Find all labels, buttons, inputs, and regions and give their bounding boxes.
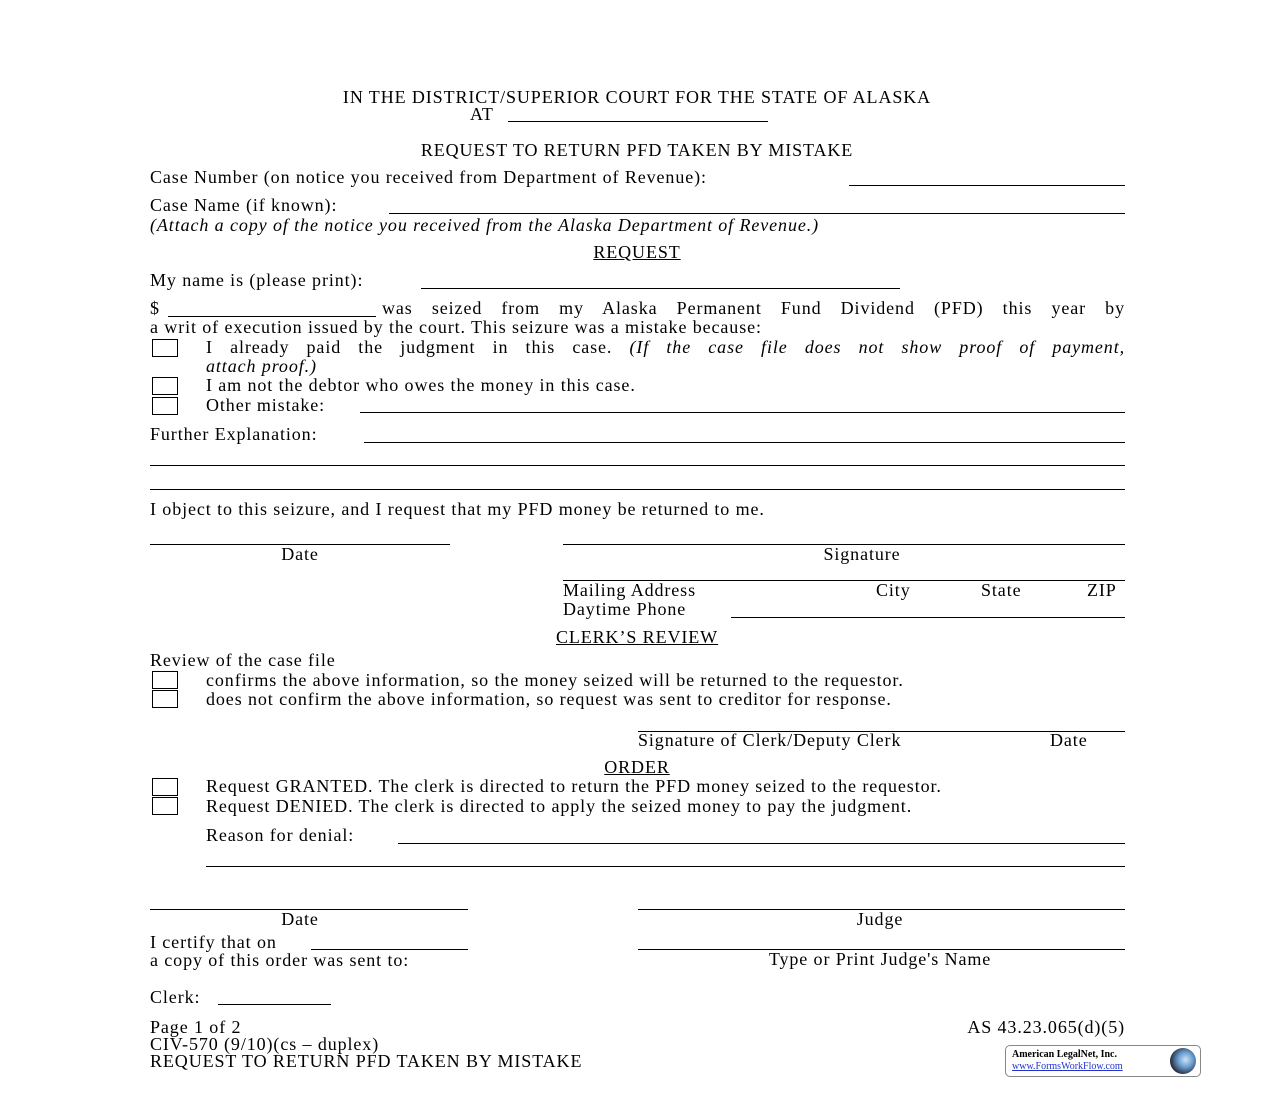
denied-checkbox[interactable] [152, 797, 178, 815]
copy-sent-label: a copy of this order was sent to: [150, 950, 410, 970]
not-debtor-checkbox[interactable] [152, 377, 178, 395]
clerk-label: Clerk: [150, 987, 201, 1007]
case-name-field[interactable] [389, 213, 1125, 214]
certify-label: I certify that on [150, 932, 277, 952]
form-id: CIV-570 (9/10)(cs – duplex) [150, 1034, 380, 1054]
further-explanation-field[interactable] [364, 442, 1125, 443]
clerk-field[interactable] [218, 1004, 331, 1005]
reason-label: Reason for denial: [206, 825, 355, 845]
case-number-label: Case Number (on notice you received from Department of Revenue): [150, 167, 707, 187]
mailing-address-label: Mailing Address [563, 580, 696, 600]
confirms-label: confirms the above information, so the money seized will be returned to the requestor. [206, 670, 904, 690]
reason-line-2[interactable] [206, 866, 1125, 867]
does-not-confirm-checkbox[interactable] [152, 690, 178, 708]
signature-label: Signature [823, 544, 901, 564]
page-number: Page 1 of 2 [150, 1017, 242, 1037]
location-field[interactable] [508, 121, 768, 122]
request-date-label: Date [281, 544, 319, 564]
judge-label: Judge [856, 909, 904, 929]
state-label: State [981, 580, 1022, 600]
my-name-label: My name is (please print): [150, 270, 364, 290]
further-explanation-line-3[interactable] [150, 489, 1125, 490]
confirms-checkbox[interactable] [152, 671, 178, 689]
phone-field[interactable] [731, 617, 1125, 618]
review-intro: Review of the case file [150, 650, 336, 670]
form-title: REQUEST TO RETURN PFD TAKEN BY MISTAKE [420, 140, 854, 160]
clerk-signature-label: Signature of Clerk/Deputy Clerk [638, 730, 902, 750]
does-not-confirm-label: does not confirm the above information, so request was sent to creditor for response. [206, 689, 892, 709]
case-name-label: Case Name (if known): [150, 195, 338, 215]
further-explanation-label: Further Explanation: [150, 424, 318, 444]
clerk-review-heading: CLERK’S REVIEW [555, 627, 719, 647]
already-paid-label: I already paid the judgment in this case. [206, 337, 613, 357]
logo-url-link[interactable]: www.FormsWorkFlow.com [1012, 1061, 1123, 1072]
proof-note: (If the case file does not show proof of payment, [629, 337, 1125, 357]
statute: AS 43.23.065(d)(5) [967, 1017, 1125, 1037]
other-mistake-field[interactable] [360, 412, 1125, 413]
phone-label: Daytime Phone [563, 599, 687, 619]
at-label: AT [470, 104, 494, 124]
granted-checkbox[interactable] [152, 778, 178, 796]
further-explanation-line-2[interactable] [150, 465, 1125, 466]
american-legalnet-logo[interactable] [1005, 1045, 1201, 1077]
logo-company: American LegalNet, Inc. [1012, 1049, 1117, 1060]
granted-label: Request GRANTED. The clerk is directed to return the PFD money seized to the requestor. [206, 776, 942, 796]
my-name-field[interactable] [421, 288, 900, 289]
request-heading: REQUEST [593, 242, 681, 262]
denied-label: Request DENIED. The clerk is directed to apply the seized money to pay the judgment. [206, 796, 913, 816]
court-heading: IN THE DISTRICT/SUPERIOR COURT FOR THE STATE OF ALASKA [342, 87, 932, 107]
proof-note-cont: attach proof.) [206, 356, 317, 376]
seized-text: was seized from my Alaska Permanent Fund Dividend (PFD) this year by [382, 298, 1125, 318]
dollar-sign: $ [150, 298, 160, 318]
clerk-date-label: Date [1050, 730, 1088, 750]
globe-icon [1170, 1048, 1196, 1074]
not-debtor-label: I am not the debtor who owes the money in this case. [206, 375, 636, 395]
zip-label: ZIP [1087, 580, 1117, 600]
reason-field[interactable] [398, 843, 1125, 844]
other-mistake-label: Other mistake: [206, 395, 326, 415]
order-heading: ORDER [604, 757, 670, 777]
case-number-field[interactable] [849, 185, 1125, 186]
object-text: I object to this seizure, and I request that my PFD money be returned to me. [150, 499, 765, 519]
footer-form-title: REQUEST TO RETURN PFD TAKEN BY MISTAKE [150, 1051, 583, 1071]
city-label: City [876, 580, 911, 600]
writ-text: a writ of execution issued by the court. This seizure was a mistake because: [150, 317, 762, 337]
judge-name-label: Type or Print Judge's Name [768, 949, 992, 969]
other-mistake-checkbox[interactable] [152, 397, 178, 415]
already-paid-checkbox[interactable] [152, 339, 178, 357]
attach-note: (Attach a copy of the notice you received from the Alaska Department of Revenue.) [150, 215, 820, 235]
already-paid-text [206, 337, 1125, 357]
order-date-label: Date [281, 909, 319, 929]
